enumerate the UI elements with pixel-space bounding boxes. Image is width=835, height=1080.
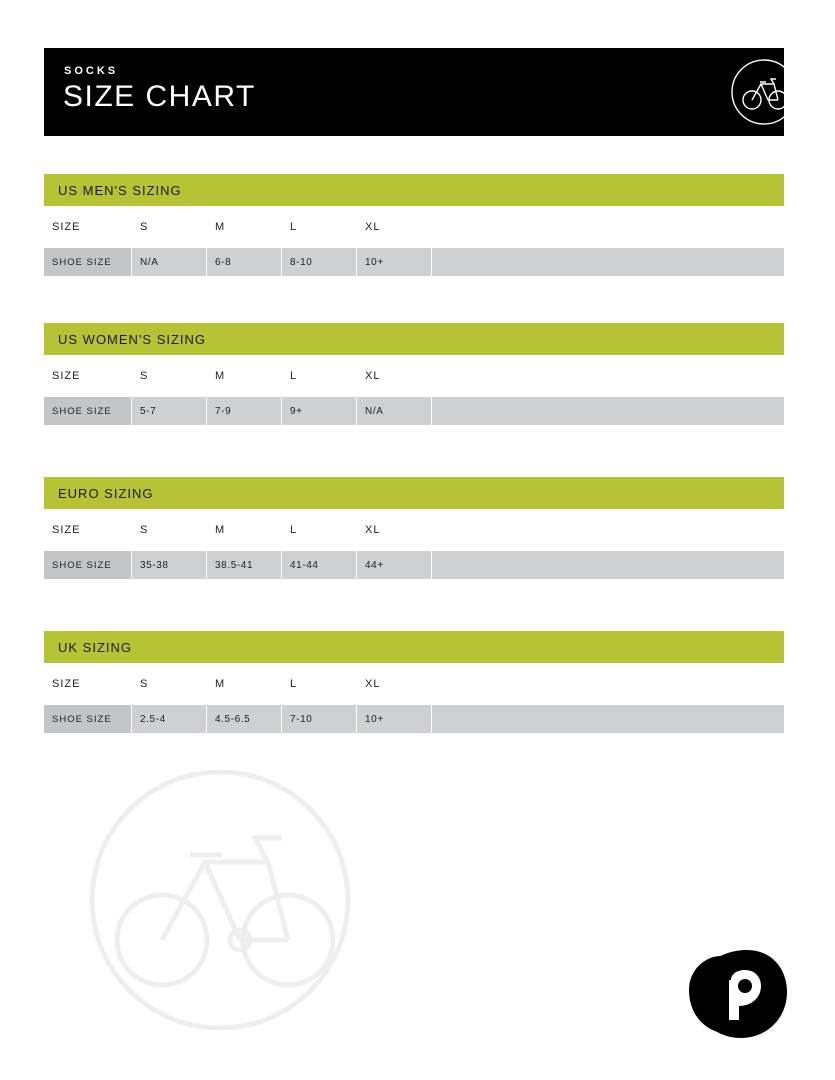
column-header-s: S — [140, 221, 149, 233]
cell-empty — [432, 248, 784, 276]
section-us-womens — [44, 323, 784, 425]
page-header — [44, 48, 784, 136]
column-header-l: L — [290, 524, 298, 536]
cell-m: 38.5-41 — [207, 551, 282, 579]
table-row — [44, 705, 784, 733]
cell-xl: N/A — [357, 397, 432, 425]
section-uk — [44, 631, 784, 733]
pearl-izumi-logo-icon — [679, 944, 789, 1044]
column-header-m: M — [215, 678, 226, 690]
section-title: UK SIZING — [58, 639, 133, 655]
column-header-m: M — [215, 370, 226, 382]
cell-empty — [432, 705, 784, 733]
row-label: SHOE SIZE — [44, 248, 132, 276]
column-header-l: L — [290, 221, 298, 233]
section-band — [44, 174, 784, 206]
cell-l: 9+ — [282, 397, 357, 425]
section-band — [44, 477, 784, 509]
row-label: SHOE SIZE — [44, 551, 132, 579]
section-band — [44, 323, 784, 355]
column-header-s: S — [140, 524, 149, 536]
column-header-xl: XL — [365, 524, 381, 536]
column-header-xl: XL — [365, 370, 381, 382]
section-title: EURO SIZING — [58, 485, 154, 501]
column-header-size: SIZE — [52, 678, 81, 690]
page-title: SIZE CHART — [63, 80, 256, 113]
bicycle-icon — [730, 58, 784, 126]
column-header-size: SIZE — [52, 370, 81, 382]
row-label: SHOE SIZE — [44, 397, 132, 425]
cell-m: 6-8 — [207, 248, 282, 276]
cell-xl: 10+ — [357, 705, 432, 733]
column-header-m: M — [215, 221, 226, 233]
section-euro — [44, 477, 784, 579]
table-row — [44, 248, 784, 276]
section-title: US MEN'S SIZING — [58, 182, 182, 198]
bicycle-watermark-icon — [70, 770, 390, 1030]
column-header-row — [44, 355, 784, 387]
row-label: SHOE SIZE — [44, 705, 132, 733]
cell-s: 35-38 — [132, 551, 207, 579]
cell-xl: 44+ — [357, 551, 432, 579]
cell-l: 7-10 — [282, 705, 357, 733]
cell-empty — [432, 551, 784, 579]
table-row — [44, 551, 784, 579]
column-header-s: S — [140, 370, 149, 382]
column-header-m: M — [215, 524, 226, 536]
cell-xl: 10+ — [357, 248, 432, 276]
cell-empty — [432, 397, 784, 425]
column-header-l: L — [290, 678, 298, 690]
header-eyebrow: SOCKS — [64, 65, 119, 77]
cell-s: 2.5-4 — [132, 705, 207, 733]
column-header-size: SIZE — [52, 524, 81, 536]
cell-s: N/A — [132, 248, 207, 276]
column-header-row — [44, 509, 784, 541]
cell-s: 5-7 — [132, 397, 207, 425]
cell-l: 8-10 — [282, 248, 357, 276]
column-header-xl: XL — [365, 678, 381, 690]
cell-m: 7-9 — [207, 397, 282, 425]
column-header-size: SIZE — [52, 221, 81, 233]
column-header-row — [44, 206, 784, 238]
table-row — [44, 397, 784, 425]
section-us-mens — [44, 174, 784, 276]
column-header-s: S — [140, 678, 149, 690]
cell-m: 4.5-6.5 — [207, 705, 282, 733]
column-header-l: L — [290, 370, 298, 382]
section-band — [44, 631, 784, 663]
column-header-row — [44, 663, 784, 695]
column-header-xl: XL — [365, 221, 381, 233]
section-title: US WOMEN'S SIZING — [58, 331, 207, 347]
cell-l: 41-44 — [282, 551, 357, 579]
